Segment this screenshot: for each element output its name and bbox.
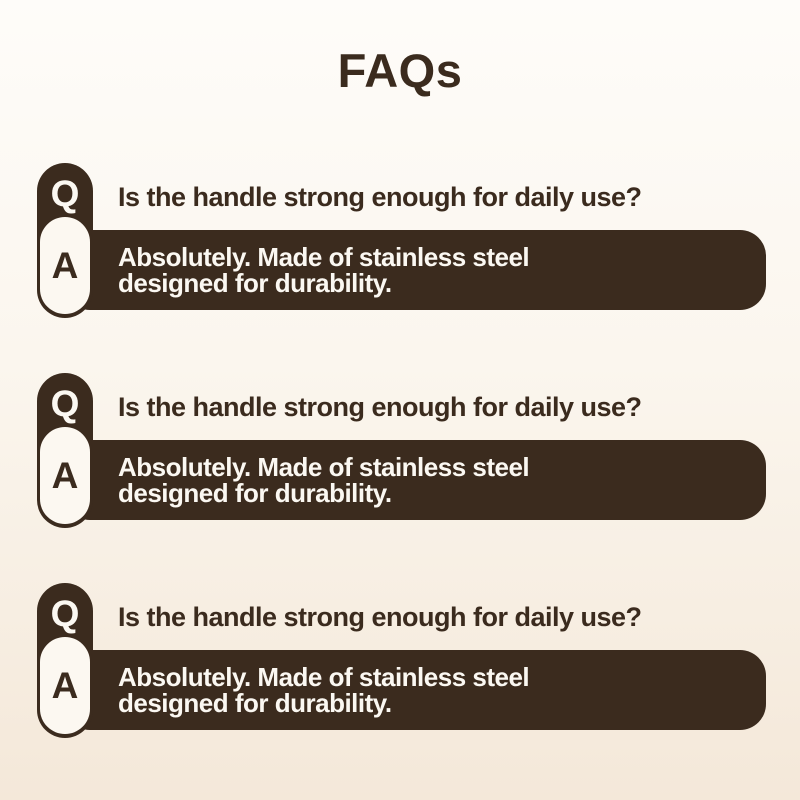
- answer-bar: [64, 440, 766, 520]
- answer-text: [118, 454, 529, 506]
- qa-badge-capsule: [37, 583, 93, 738]
- answer-line: Absolutely. Made of stainless steel: [118, 662, 530, 692]
- answer-badge: A: [40, 637, 90, 734]
- answer-bar: [64, 650, 766, 730]
- faq-item: [0, 163, 800, 318]
- answer-line: Absolutely. Made of stainless steel: [118, 242, 530, 272]
- answer-text: [118, 244, 529, 296]
- qa-badge-capsule: [37, 163, 93, 318]
- question-badge: Q: [50, 173, 80, 214]
- qa-badge-capsule: [37, 373, 93, 528]
- question-badge: Q: [50, 593, 80, 634]
- answer-badge: A: [40, 427, 90, 524]
- question-badge: Q: [50, 383, 80, 424]
- answer-text: [118, 664, 529, 716]
- answer-line: designed for durability.: [118, 268, 392, 298]
- question-text: Is the handle strong enough for daily use?: [118, 182, 642, 212]
- answer-line: designed for durability.: [118, 688, 392, 718]
- page-title: FAQs: [337, 44, 463, 97]
- answer-badge: A: [40, 217, 90, 314]
- answer-bar: [64, 230, 766, 310]
- answer-line: designed for durability.: [118, 478, 392, 508]
- question-text: Is the handle strong enough for daily use?: [118, 602, 642, 632]
- question-text: Is the handle strong enough for daily use?: [118, 392, 642, 422]
- faq-item: [0, 373, 800, 528]
- answer-line: Absolutely. Made of stainless steel: [118, 452, 530, 482]
- faq-item: [0, 583, 800, 738]
